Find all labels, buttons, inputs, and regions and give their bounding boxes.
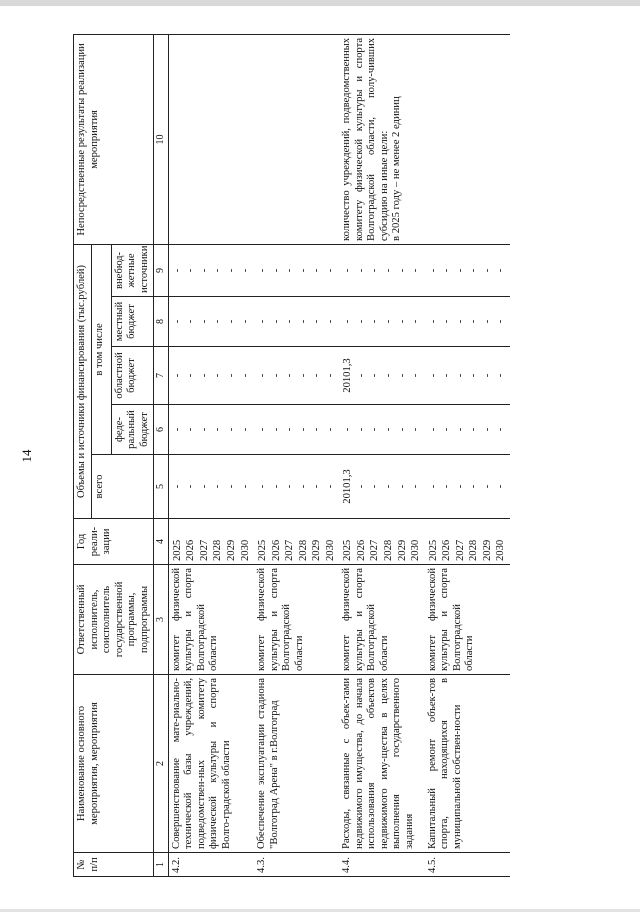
row-local: - - - - - - <box>425 297 510 347</box>
row-executor: комитет физической культуры и спорта Волгоградской области <box>254 565 339 675</box>
row-years: 2025 2026 2027 2028 2029 2030 <box>168 519 254 565</box>
row-regional: 20101,3 - - - - - <box>339 347 424 405</box>
col-number: 6 <box>154 405 169 455</box>
row-local: - - - - - - <box>339 297 424 347</box>
col-number: 3 <box>154 565 169 675</box>
row-result <box>168 34 254 244</box>
header-activity-name: Наименование основного мероприятия, мероприятия <box>74 675 154 853</box>
table-row <box>168 34 254 876</box>
col-number: 5 <box>154 455 169 519</box>
row-years: 2025 2026 2027 2028 2029 2030 <box>425 519 510 565</box>
header-incl: в том числе <box>91 244 111 454</box>
row-result <box>254 34 339 244</box>
row-extra: - - - - - - <box>254 244 339 296</box>
row-regional: - - - - - - <box>425 347 510 405</box>
header-results: Непосредственные результаты реализации мероприятия <box>74 34 154 244</box>
row-executor: комитет физической культуры и спорта Волгоградской области <box>339 565 424 675</box>
scan-top-edge <box>0 0 640 6</box>
row-activity-name: Капитальный ремонт объек-тов спорта, находящихся в муниципальной собствен-ности <box>425 675 510 853</box>
row-total: - - - - - - <box>254 455 339 519</box>
header-num: № п/п <box>74 853 154 877</box>
row-regional: - - - - - - <box>168 347 254 405</box>
row-num: 4.3. <box>254 853 339 877</box>
row-num: 4.2. <box>168 853 254 877</box>
program-table <box>73 34 510 877</box>
row-num: 4.4. <box>339 853 424 877</box>
header-total: всего <box>91 455 154 519</box>
col-number: 1 <box>154 853 169 877</box>
row-total: - - - - - - <box>168 455 254 519</box>
header-regional: областной бюджет <box>111 347 154 405</box>
header-extra: внебюд-жетные источники <box>111 244 154 296</box>
row-local: - - - - - - <box>254 297 339 347</box>
row-executor: комитет физической культуры и спорта Волгоградской области <box>425 565 510 675</box>
row-federal: - - - - - - <box>425 405 510 455</box>
col-number: 2 <box>154 675 169 853</box>
row-extra: - - - - - - <box>339 244 424 296</box>
row-result <box>425 34 510 244</box>
table-row <box>425 34 510 876</box>
row-result: количество учреждений, подведомственных комитету физической культуры и спорта Волгоградской области, полу-чивших субсидию на иные цели: в 2025 году – не менее 2 единиц <box>339 34 424 244</box>
rotated-page <box>15 21 625 891</box>
row-extra: - - - - - - <box>168 244 254 296</box>
page-number: 14 <box>19 449 34 463</box>
col-number: 10 <box>154 34 169 244</box>
table-row <box>254 34 339 876</box>
row-federal: - - - - - - <box>339 405 424 455</box>
col-number: 9 <box>154 244 169 296</box>
col-number: 8 <box>154 297 169 347</box>
header-funding: Объемы и источники финансирования (тыс.рублей) <box>74 244 92 518</box>
row-extra: - - - - - - <box>425 244 510 296</box>
header-year: Год реали-зации <box>74 519 154 565</box>
header-executor: Ответственный исполнитель, соисполнитель государственной программы, подпрограммы <box>74 565 154 675</box>
row-total: 20101,3 - - - - - <box>339 455 424 519</box>
row-federal: - - - - - - <box>254 405 339 455</box>
row-activity-name: Расходы, связанные с объек-тами недвижимого имущества, до начала использования объектов недвижимого иму-щества в целях выполнения государственного задания <box>339 675 424 853</box>
row-num: 4.5. <box>425 853 510 877</box>
col-number: 4 <box>154 519 169 565</box>
row-federal: - - - - - - <box>168 405 254 455</box>
row-activity-name: Обеспечение эксплуатации стадиона "Волгоград Арена" в г.Волгоград <box>254 675 339 853</box>
row-total: - - - - - - <box>425 455 510 519</box>
row-years: 2025 2026 2027 2028 2029 2030 <box>339 519 424 565</box>
table-row <box>339 34 424 876</box>
header-federal: феде-ральный бюджет <box>111 405 154 455</box>
row-executor: комитет физической культуры и спорта Волгоградской области <box>168 565 254 675</box>
row-years: 2025 2026 2027 2028 2029 2030 <box>254 519 339 565</box>
row-regional: - - - - - - <box>254 347 339 405</box>
row-local: - - - - - - <box>168 297 254 347</box>
header-local: местный бюджет <box>111 297 154 347</box>
col-number: 7 <box>154 347 169 405</box>
row-activity-name: Совершенствование мате-риально-технической базы учреждений, подведомствен-ных комитету физической культуры и спорта Волго-градской области <box>168 675 254 853</box>
